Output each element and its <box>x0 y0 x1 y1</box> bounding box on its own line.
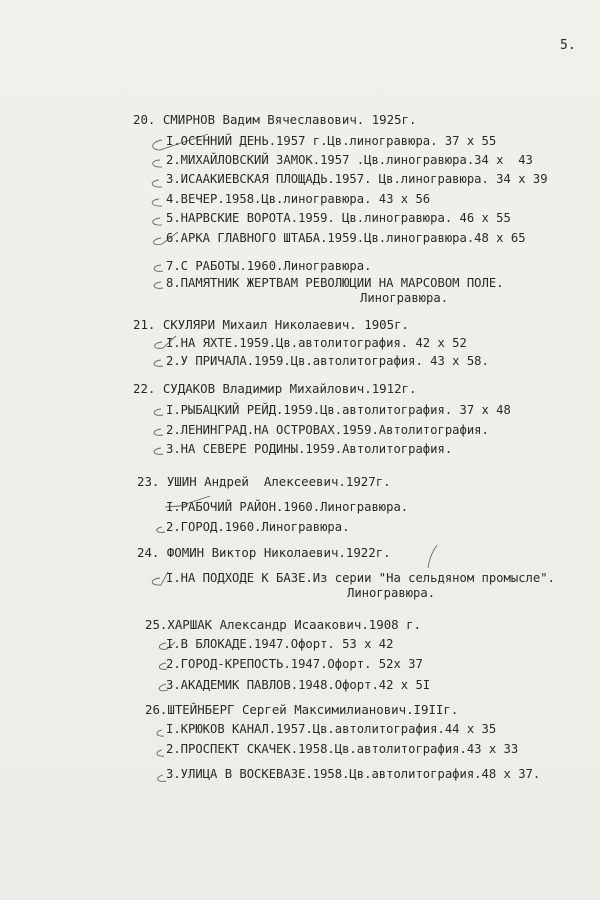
work-line: I.НА ЯХТЕ.1959.Цв.автолитография. 42 х 52 <box>166 336 467 350</box>
work-line: 2.ЛЕНИНГРАД.НА ОСТРОВАХ.1959.Автолитография. <box>166 423 489 437</box>
work-line: I.РАБОЧИЙ РАЙОН.1960.Линогравюра. <box>166 500 409 514</box>
work-line: 3.НА СЕВЕРЕ РОДИНЫ.1959.Автолитография. <box>166 442 453 456</box>
author-heading: 25.ХАРШАК Александр Исаакович.1908 г. <box>145 617 422 632</box>
work-line: I.ОСЕННИЙ ДЕНЬ.1957 г.Цв.линогравюра. 37 х 55 <box>166 134 497 148</box>
author-heading: 26.ШТЕЙНБЕРГ Сергей Максимилианович.I9IIг. <box>145 702 459 717</box>
work-line: 2.У ПРИЧАЛА.1959.Цв.автолитография. 43 х 58. <box>166 354 489 368</box>
work-line: 8.ПАМЯТНИК ЖЕРТВАМ РЕВОЛЮЦИИ НА МАРСОВОМ ПОЛЕ. <box>166 276 504 290</box>
work-line: 2.ГОРОД-КРЕПОСТЬ.1947.Офорт. 52х 37 <box>166 657 423 671</box>
work-line: 4.ВЕЧЕР.1958.Цв.линогравюра. 43 х 56 <box>166 192 431 206</box>
author-heading: 23. УШИН Андрей Алексеевич.1927г. <box>137 474 391 489</box>
work-line: 3.УЛИЦА В ВОСКЕВАЗЕ.1958.Цв.автолитография.48 х 37. <box>166 767 541 781</box>
author-heading: 21. СКУЛЯРИ Михаил Николаевич. 1905г. <box>133 317 410 332</box>
page-number: 5. <box>560 38 576 53</box>
work-line: I.В БЛОКАДЕ.1947.Офорт. 53 х 42 <box>166 637 394 651</box>
work-line: 3.АКАДЕМИК ПАВЛОВ.1948.Офорт.42 х 5I <box>166 678 431 692</box>
work-line: I.НА ПОДХОДЕ К БАЗЕ.Из серии "На сельдяном промысле". <box>166 571 555 585</box>
work-line: 3.ИСААКИЕВСКАЯ ПЛОЩАДЬ.1957. Цв.линогравюра. 34 х 39 <box>166 172 548 186</box>
work-line: 6.АРКА ГЛАВНОГО ШТАБА.1959.Цв.линогравюра.48 х 65 <box>166 231 526 245</box>
work-line: 2.МИХАЙЛОВСКИЙ ЗАМОК.1957 .Цв.линогравюра.34 х 43 <box>166 153 533 167</box>
work-line: 7.С РАБОТЫ.1960.Линогравюра. <box>166 259 372 273</box>
work-line-continuation: Линогравюра. <box>347 586 436 600</box>
work-line: 5.НАРВСКИЕ ВОРОТА.1959. Цв.линогравюра. 46 х 55 <box>166 211 511 225</box>
work-line-continuation: Линогравюра. <box>360 291 449 305</box>
work-line: I.РЫБАЦКИЙ РЕЙД.1959.Цв.автолитография. 37 х 48 <box>166 403 511 417</box>
work-line: 2.ПРОСПЕКТ СКАЧЕК.1958.Цв.автолитография.43 х 33 <box>166 742 519 756</box>
author-heading: 20. СМИРНОВ Вадим Вячеславович. 1925г. <box>133 112 417 127</box>
work-line: I.КРЮКОВ КАНАЛ.1957.Цв.автолитография.44 х 35 <box>166 722 497 736</box>
author-heading: 24. ФОМИН Виктор Николаевич.1922г. <box>137 545 391 560</box>
author-heading: 22. СУДАКОВ Владимир Михайлович.1912г. <box>133 381 417 396</box>
work-line: 2.ГОРОД.1960.Линогравюра. <box>166 520 350 534</box>
